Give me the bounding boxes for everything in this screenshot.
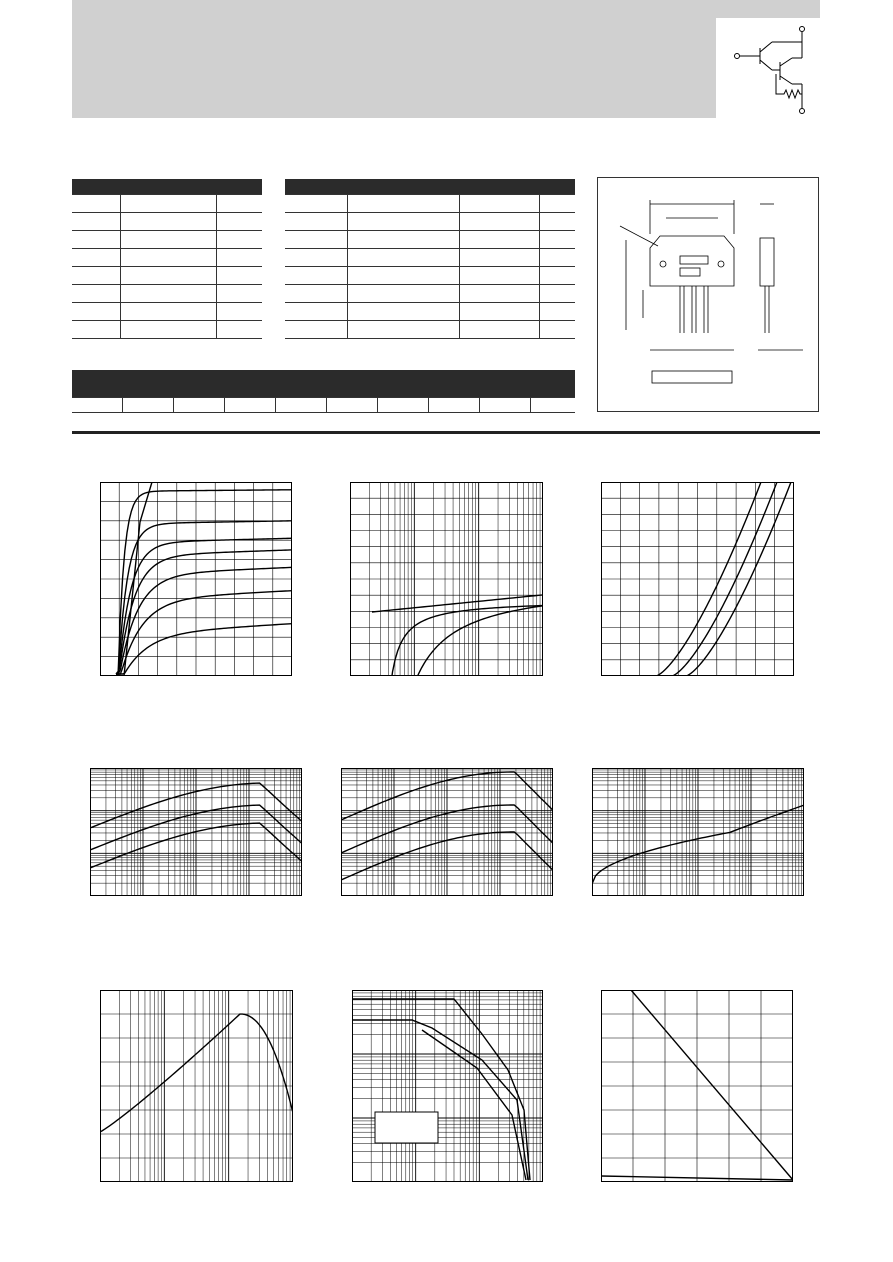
table-row: [72, 285, 262, 303]
table-row: [285, 213, 575, 231]
table-row: [72, 321, 262, 339]
table-row: [72, 195, 262, 213]
darlington-transistor-schematic-icon: [716, 18, 820, 118]
table-row: [72, 398, 575, 413]
chart-8: [352, 990, 543, 1182]
chart-2: [350, 482, 543, 676]
equivalent-circuit-panel: [716, 18, 820, 118]
chart-9: [601, 990, 793, 1182]
package-outline-panel: [597, 177, 819, 412]
table-row: [72, 213, 262, 231]
electrical-characteristics-table: [285, 179, 575, 339]
section-divider: [72, 431, 820, 434]
table-row: [285, 195, 575, 213]
chart-6: [592, 768, 804, 896]
to3p-package-outline-icon: [598, 178, 818, 411]
absolute-max-ratings-table: [72, 179, 262, 339]
legend-box: [375, 1112, 438, 1143]
table-row: [72, 249, 262, 267]
table-row: [285, 303, 575, 321]
table-row: [285, 267, 575, 285]
table-row: [285, 249, 575, 267]
table-row: [72, 231, 262, 249]
table-header-row: [72, 370, 575, 398]
table-row: [285, 231, 575, 249]
chart-7: [100, 990, 293, 1182]
table-row: [285, 285, 575, 303]
chart-3: [601, 482, 794, 676]
table-header-row: [72, 179, 262, 195]
chart-1: [100, 482, 292, 676]
table-header-row: [285, 179, 575, 195]
header-band: [72, 0, 820, 118]
table-row: [72, 267, 262, 285]
chart-4: [90, 768, 302, 896]
table-row: [72, 303, 262, 321]
chart-5: [341, 768, 553, 896]
hfe-rank-table: [72, 370, 575, 413]
table-row: [285, 321, 575, 339]
